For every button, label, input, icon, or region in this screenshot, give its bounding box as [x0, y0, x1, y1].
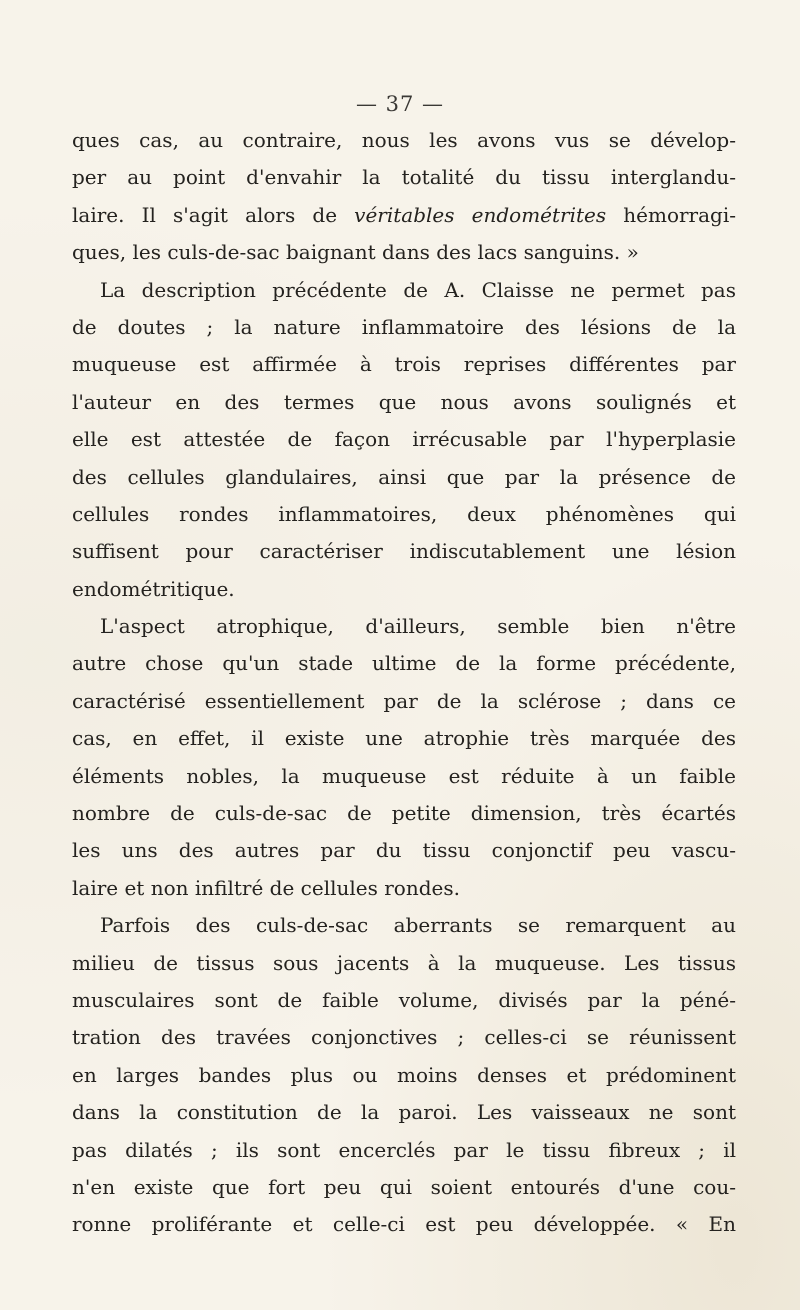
text-line: en larges bandes plus ou moins denses et prédominent: [72, 1062, 736, 1087]
text-line: caractérisé essentiellement par de la sclérose ; dans ce: [72, 688, 736, 713]
text-line: des cellules glandulaires, ainsi que par la présence de: [72, 464, 736, 489]
text-line: ques, les culs-de-sac baignant dans des lacs sanguins. »: [72, 240, 639, 265]
paragraph-start-line: L'aspect atrophique, d'ailleurs, semble bien n'être: [100, 614, 736, 639]
text-line: n'en existe que fort peu qui soient entourés d'une cou-: [72, 1174, 736, 1199]
text-line: cellules rondes inflammatoires, deux phénomènes qui: [72, 501, 736, 526]
paragraph-start-line: La description précédente de A. Claisse ne permet pas: [100, 277, 736, 302]
text-line: autre chose qu'un stade ultime de la forme précédente,: [72, 651, 736, 676]
text-line: ronne proliférante et celle-ci est peu développée. « En: [72, 1212, 736, 1237]
text-line: laire et non infiltré de cellules rondes.: [72, 875, 460, 900]
text-line: [72, 197, 736, 234]
text-line: musculaires sont de faible volume, divisés par la péné-: [72, 987, 736, 1012]
text-segment: laire. Il s'agit alors de: [72, 202, 355, 227]
text-line: nombre de culs-de-sac de petite dimension, très écartés: [72, 801, 736, 826]
paragraph-start-line: Parfois des culs-de-sac aberrants se remarquent au: [100, 913, 736, 938]
text-line: milieu de tissus sous jacents à la muqueuse. Les tissus: [72, 950, 736, 975]
text-line: les uns des autres par du tissu conjonctif peu vascu-: [72, 838, 736, 863]
text-line: ques cas, au contraire, nous les avons vus se dévelop-: [72, 128, 736, 152]
text-line: per au point d'envahir la totalité du tissu interglandu-: [72, 165, 736, 190]
text-line: l'auteur en des termes que nous avons soulignés et: [72, 389, 736, 414]
text-segment: hémorragi-: [606, 202, 736, 227]
italic-emphasis: véritables endométrites: [354, 202, 607, 227]
text-line: pas dilatés ; ils sont encerclés par le tissu fibreux ; il: [72, 1137, 736, 1162]
page-number: — 37 —: [355, 92, 445, 116]
text-line: de doutes ; la nature inflammatoire des lésions de la: [72, 314, 736, 339]
text-line: tration des travées conjonctives ; celles-ci se réunissent: [72, 1025, 736, 1050]
text-line: suffisent pour caractériser indiscutablement une lésion: [72, 539, 736, 564]
text-line: endométritique.: [72, 576, 235, 601]
text-line: dans la constitution de la paroi. Les vaisseaux ne sont: [72, 1100, 736, 1125]
text-line: cas, en effet, il existe une atrophie très marquée des: [72, 726, 736, 751]
text-line: muqueuse est affirmée à trois reprises différentes par: [72, 352, 736, 377]
text-line: elle est attestée de façon irrécusable par l'hyperplasie: [72, 427, 736, 452]
text-line: éléments nobles, la muqueuse est réduite à un faible: [72, 763, 736, 788]
body-text: [72, 122, 736, 1244]
